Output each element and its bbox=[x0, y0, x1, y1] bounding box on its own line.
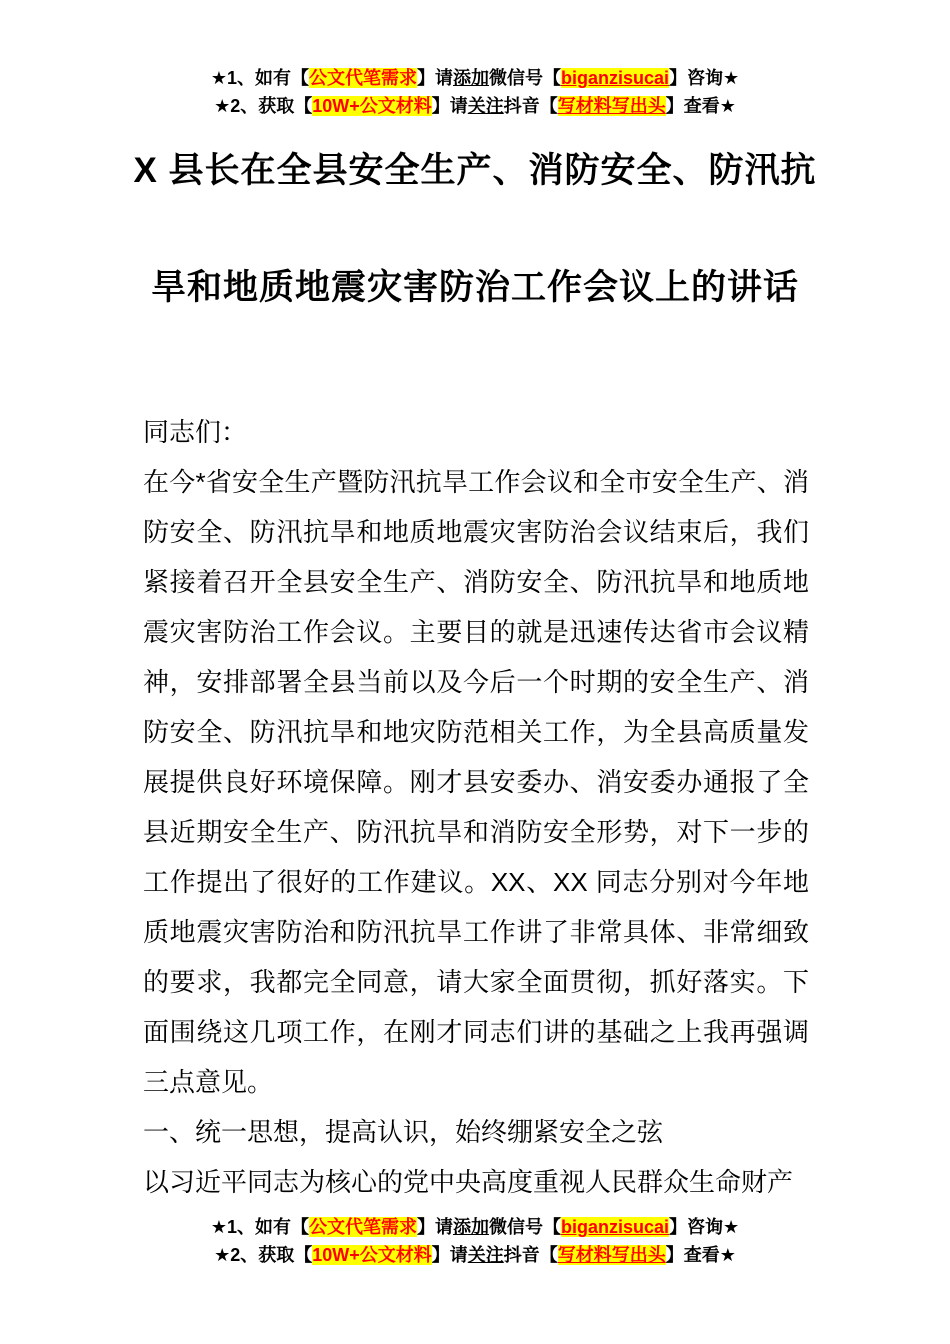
body-heading: 一、统一思想，提高认识，始终绷紧安全之弦 bbox=[143, 1117, 664, 1147]
promo-segment-plain: 】咨询★ bbox=[669, 68, 740, 88]
promo-segment-highlight: 公文代笔需求 bbox=[308, 1217, 417, 1237]
promo-segment-plain: 】请 bbox=[416, 1217, 453, 1237]
promo-segment-highlight: 10W+公文材料 bbox=[312, 96, 432, 116]
promo-segment-plain: 】咨询★ bbox=[669, 1217, 740, 1237]
document-body bbox=[143, 407, 809, 1207]
promo-segment-plain: 】请 bbox=[431, 96, 468, 116]
promo-segment-plain: ★1、如有【 bbox=[210, 68, 309, 88]
promo-footer-line-1 bbox=[0, 1213, 950, 1241]
body-salutation: 同志们： bbox=[143, 417, 248, 447]
promo-segment-highlight-underline: 写材料写出头 bbox=[557, 96, 666, 116]
promo-header-line-1 bbox=[0, 64, 950, 92]
promo-segment-underline: 添加 bbox=[452, 1217, 489, 1237]
promo-segment-plain: 微信号【 bbox=[488, 68, 561, 88]
promo-segment-highlight-underline: 写材料写出头 bbox=[557, 1245, 666, 1265]
promo-segment-plain: ★1、如有【 bbox=[210, 1217, 309, 1237]
promo-segment-plain: ★2、获取【 bbox=[214, 1245, 313, 1265]
promo-segment-underline: 关注 bbox=[467, 1245, 504, 1265]
promo-segment-plain: 】查看★ bbox=[665, 96, 736, 116]
promo-segment-plain: 抖音【 bbox=[503, 1245, 558, 1265]
promo-segment-highlight: 公文代笔需求 bbox=[308, 68, 417, 88]
document-title-line-2: 旱和地质地震灾害防治工作会议上的讲话 bbox=[150, 268, 799, 307]
promo-segment-plain: 微信号【 bbox=[488, 1217, 561, 1237]
promo-segment-plain: 】请 bbox=[416, 68, 453, 88]
promo-segment-plain: ★2、获取【 bbox=[214, 96, 313, 116]
promo-segment-plain: 】请 bbox=[431, 1245, 468, 1265]
body-paragraph: 在今*省安全生产暨防汛抗旱工作会议和全市安全生产、消防安全、防汛抗旱和地质地震灾害防治会议结束后，我们紧接着召开全县安全生产、消防安全、防汛抗旱和地质地震灾害防治工作会议。主要目的就是迅速传达省市会议精神，安排部署全县当前以及今后一个时期的安全生产、消防安全、防汛抗旱和地灾防范相关工作，为全县高质量发展提供良好环境保障。刚才县安委办、消安委办通报了全县近期安全生产、防汛抗旱和消防安全形势，对下一步的工作提出了很好的工作建议。XX、XX 同志分别对今年地质地震灾害防治和防汛抗旱工作讲了非常具体、非常细致的要求，我都完全同意，请大家全面贯彻，抓好落实。下面围绕这几项工作，在刚才同志们讲的基础之上我再强调三点意见。 bbox=[143, 467, 809, 1097]
promo-footer-line-2 bbox=[0, 1241, 950, 1269]
promo-segment-underline: 添加 bbox=[452, 68, 489, 88]
body-paragraph: 以习近平同志为核心的党中央高度重视人民群众生命财产 bbox=[143, 1167, 794, 1197]
promo-segment-highlight-underline: biganzisucai bbox=[560, 68, 670, 88]
promo-footer bbox=[0, 1213, 950, 1269]
promo-segment-highlight: 10W+公文材料 bbox=[312, 1245, 432, 1265]
promo-segment-plain: 抖音【 bbox=[503, 96, 558, 116]
document-title bbox=[0, 112, 950, 346]
promo-segment-plain: 】查看★ bbox=[665, 1245, 736, 1265]
document-title-line-1: X 县长在全县安全生产、消防安全、防汛抗 bbox=[133, 151, 817, 190]
promo-segment-underline: 关注 bbox=[467, 96, 504, 116]
promo-segment-highlight-underline: biganzisucai bbox=[560, 1217, 670, 1237]
